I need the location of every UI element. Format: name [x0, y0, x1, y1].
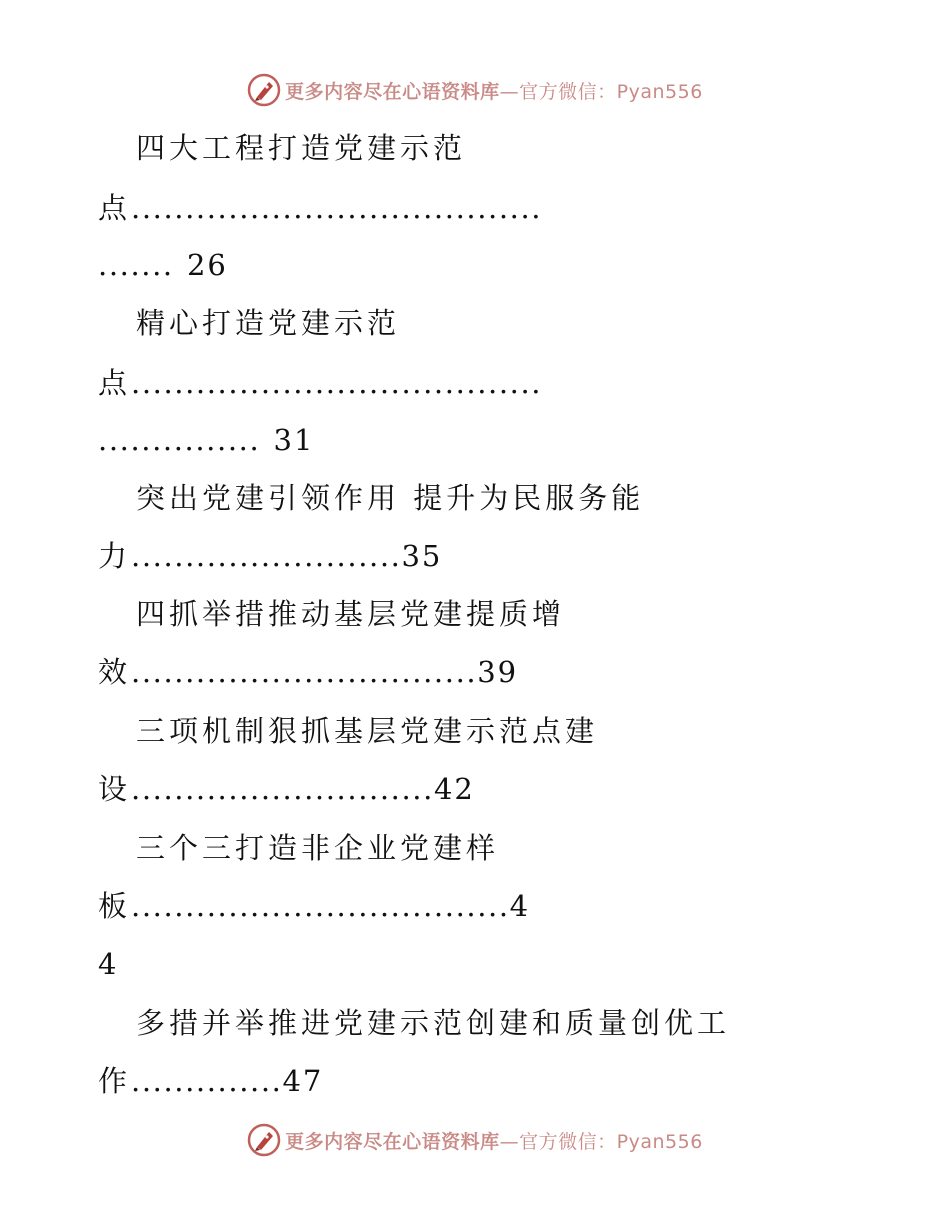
toc-page-number: 42 — [433, 772, 475, 806]
toc-entry-title[interactable]: 四大工程打造党建示范 — [136, 131, 467, 165]
toc-entry-leader: 力.........................35 — [98, 539, 443, 573]
toc-entry-title[interactable]: 三个三打造非企业党建样 — [136, 831, 500, 865]
pen-nib-icon — [247, 73, 281, 107]
toc-page-number-cont: 4 — [98, 947, 119, 981]
toc-entry-leader-cont: ....... 26 — [98, 248, 228, 282]
watermark-banner-top — [0, 70, 950, 110]
watermark-text: 更多内容尽在心语资料库—官方微信：Pyan556 — [285, 1130, 703, 1153]
toc-entry-leader: 设............................42 — [98, 772, 475, 806]
watermark-text: 更多内容尽在心语资料库—官方微信：Pyan556 — [285, 80, 703, 103]
pen-nib-icon — [247, 1123, 281, 1157]
toc-entry-leader: 点...................................... — [98, 366, 543, 400]
toc-page-number: 4 — [509, 889, 531, 923]
toc-page-number: 47 — [282, 1064, 324, 1098]
toc-entry-title[interactable]: 突出党建引领作用 提升为民服务能 — [136, 481, 645, 515]
toc-page-number: 31 — [273, 423, 315, 457]
toc-page-number: 26 — [186, 248, 228, 282]
toc-entry-leader: 效................................39 — [98, 655, 519, 689]
toc-entry-title[interactable]: 多措并举推进党建示范创建和质量创优工 — [136, 1006, 731, 1040]
toc-entry-leader: 点...................................... — [98, 191, 543, 225]
toc-page-number: 39 — [477, 655, 519, 689]
toc-entry-leader: 作..............47 — [98, 1064, 324, 1098]
toc-entry-leader: 板...................................4 — [98, 889, 531, 923]
toc-entry-title[interactable]: 精心打造党建示范 — [136, 306, 401, 340]
toc-page-number: 35 — [401, 539, 443, 573]
toc-entry-title[interactable]: 三项机制狠抓基层党建示范点建 — [136, 714, 599, 748]
watermark-banner-bottom — [0, 1120, 950, 1160]
toc-entry-leader-cont: ............... 31 — [98, 423, 315, 457]
toc-entry-title[interactable]: 四抓举措推动基层党建提质增 — [136, 597, 566, 631]
